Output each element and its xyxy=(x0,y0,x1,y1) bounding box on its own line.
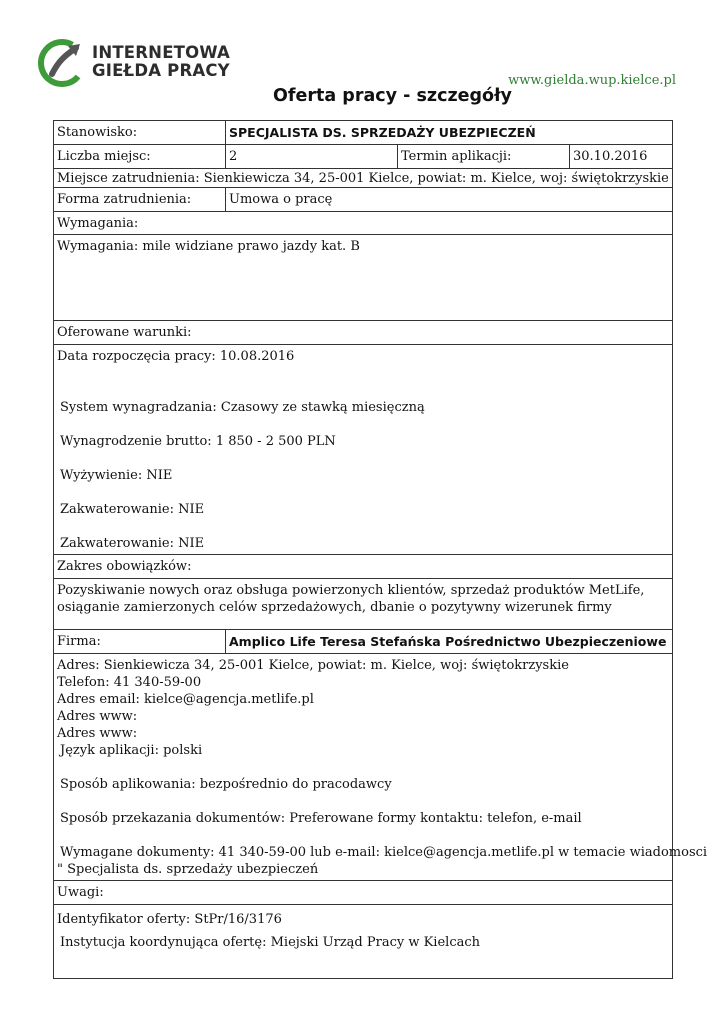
notes-label: Uwagi: xyxy=(54,881,673,905)
accommodation-1: Zakwaterowanie: NIE xyxy=(60,502,205,517)
position-label: Stanowisko: xyxy=(54,121,226,145)
company-www-2: Adres www: xyxy=(57,726,138,741)
offer-meta xyxy=(54,905,673,979)
employment-form-row xyxy=(54,188,673,212)
pay-system: System wynagradzania: Czasowy ze stawką miesięczną xyxy=(60,400,425,415)
employment-form-value: Umowa o pracę xyxy=(226,188,673,212)
duties-line-1: Pozyskiwanie nowych oraz obsługa powierzonych klientów, sprzedaż produktów MetLife, xyxy=(57,583,645,598)
position-row xyxy=(54,121,673,145)
salary: Wynagrodzenie brutto: 1 850 - 2 500 PLN xyxy=(60,434,336,449)
conditions-body xyxy=(54,345,673,555)
documents-delivery: Sposób przekazania dokumentów: Preferowane formy kontaktu: telefon, e-mail xyxy=(60,811,582,826)
conditions-body-row xyxy=(54,345,673,555)
logo-line-1: INTERNETOWA xyxy=(92,43,230,62)
page-title: Oferta pracy - szczegóły xyxy=(273,86,512,106)
required-documents-line-2: " Specjalista ds. sprzedaży ubezpieczeń xyxy=(57,862,319,877)
places-label: Liczba miejsc: xyxy=(54,145,226,169)
duties-body xyxy=(54,579,673,630)
logo-wordmark xyxy=(92,44,230,80)
application-language: Język aplikacji: polski xyxy=(60,743,203,758)
company-value: Amplico Life Teresa Stefańska Pośrednictwo Ubezpieczeniowe xyxy=(226,630,673,654)
requirements-header-row xyxy=(54,212,673,235)
deadline-label: Termin aplikacji: xyxy=(398,145,570,169)
duties-body-row xyxy=(54,579,673,630)
logo-line-2: GIEŁDA PRACY xyxy=(92,61,230,80)
places-row xyxy=(54,145,673,169)
conditions-label: Oferowane warunki: xyxy=(54,321,673,345)
places-value: 2 xyxy=(226,145,398,169)
duties-label: Zakres obowiązków: xyxy=(54,555,673,579)
accommodation-2: Zakwaterowanie: NIE xyxy=(60,536,205,551)
employment-form-label: Forma zatrudnienia: xyxy=(54,188,226,212)
logo-emblem-icon xyxy=(38,38,90,88)
workplace-row xyxy=(54,169,673,188)
duties-header-row xyxy=(54,555,673,579)
offer-id: Identyfikator oferty: StPr/16/3176 xyxy=(57,912,282,927)
company-label: Firma: xyxy=(54,630,226,654)
company-address: Adres: Sienkiewicza 34, 25-001 Kielce, powiat: m. Kielce, woj: świętokrzyskie xyxy=(57,658,569,673)
company-details xyxy=(54,654,708,881)
coordinating-institution: Instytucja koordynująca ofertę: Miejski Urząd Pracy w Kielcach xyxy=(60,935,481,950)
company-phone: Telefon: 41 340-59-00 xyxy=(57,675,202,690)
position-value: SPECJALISTA DS. SPRZEDAŻY UBEZPIECZEŃ xyxy=(226,121,673,145)
required-documents-line-1: Wymagane dokumenty: 41 340-59-00 lub e-mail: kielce@agencja.metlife.pl w temacie wiadomosci xyxy=(60,845,708,860)
requirements-text: Wymagania: mile widziane prawo jazdy kat. B xyxy=(54,235,673,321)
offer-details-table xyxy=(53,120,708,979)
deadline-value: 30.10.2016 xyxy=(570,145,673,169)
start-date: Data rozpoczęcia pracy: 10.08.2016 xyxy=(57,349,295,364)
conditions-header-row xyxy=(54,321,673,345)
site-url-link[interactable]: www.gielda.wup.kielce.pl xyxy=(508,73,676,88)
company-www-1: Adres www: xyxy=(57,709,138,724)
offer-meta-row xyxy=(54,905,673,979)
company-email: Adres email: kielce@agencja.metlife.pl xyxy=(57,692,314,707)
requirements-body-row xyxy=(54,235,673,321)
meals: Wyżywienie: NIE xyxy=(60,468,173,483)
notes-row xyxy=(54,881,673,905)
workplace-text: Miejsce zatrudnienia: Sienkiewicza 34, 25-001 Kielce, powiat: m. Kielce, woj: świętokrzyskie xyxy=(54,169,673,188)
company-row xyxy=(54,630,673,654)
company-details-row xyxy=(54,654,673,881)
application-method: Sposób aplikowania: bezpośrednio do pracodawcy xyxy=(60,777,392,792)
requirements-label: Wymagania: xyxy=(54,212,673,235)
duties-line-2: osiąganie zamierzonych celów sprzedażowych, dbanie o pozytywny wizerunek firmy xyxy=(57,600,612,615)
